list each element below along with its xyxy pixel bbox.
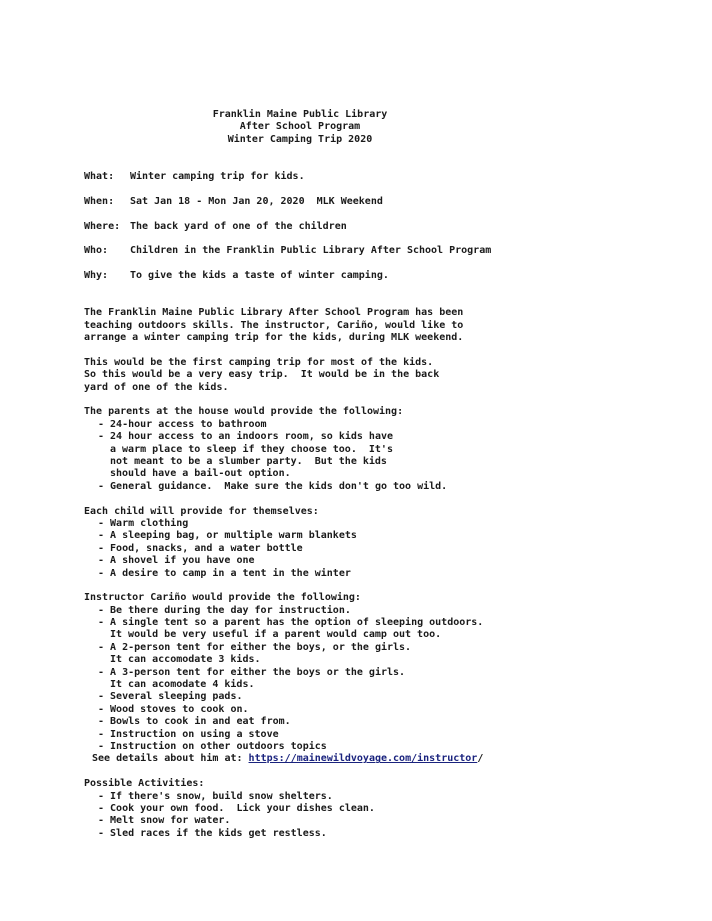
header-library-name: Franklin Maine Public Library <box>212 109 388 120</box>
parents-section <box>84 406 694 493</box>
field-value: The back yard of one of the children <box>130 220 347 232</box>
paragraph-line: This would be the first camping trip for most of the kids. <box>84 356 434 368</box>
list-item: - A 2-person tent for either the boys, or the girls. <box>98 641 412 653</box>
field-key: Who: <box>84 245 109 257</box>
paragraph-line: The Franklin Maine Public Library After School Program has been <box>84 307 464 319</box>
list-item: - A shovel if you have one <box>98 555 255 567</box>
field-what <box>84 171 694 183</box>
section-heading: Each child will provide for themselves: <box>84 505 319 517</box>
list-item: - Sled races if the kids get restless. <box>98 827 327 839</box>
list-item: - If there's snow, build snow shelters. <box>98 790 333 802</box>
list-item: - Be there during the day for instruction. <box>98 604 351 616</box>
list-item-continuation: It would be very useful if a parent would camp out too. <box>110 629 442 641</box>
header-trip-title: Winter Camping Trip 2020 <box>227 133 373 145</box>
list-item-continuation: not meant to be a slumber party. But the kids <box>110 456 387 467</box>
list-item: - Warm clothing <box>98 517 189 529</box>
field-value: Winter camping trip for kids. <box>130 171 305 182</box>
first-trip-paragraph <box>84 357 694 394</box>
field-when <box>84 196 694 208</box>
section-heading: Possible Activities: <box>84 778 205 790</box>
field-where <box>84 221 694 233</box>
field-key: What: <box>84 171 115 182</box>
list-item: - Instruction on using a stove <box>98 728 279 740</box>
list-item: - Food, snacks, and a water bottle <box>98 542 303 554</box>
field-who <box>84 245 694 257</box>
field-value: Children in the Franklin Public Library After School Program <box>130 245 492 257</box>
document-header <box>0 109 600 146</box>
document-body <box>84 171 694 840</box>
link-suffix: / <box>477 753 484 765</box>
paragraph-line: arrange a winter camping trip for the kids, during MLK weekend. <box>84 332 464 344</box>
list-item: - General guidance. Make sure the kids don't go too wild. <box>98 480 448 492</box>
field-value: To give the kids a taste of winter camping. <box>130 270 389 282</box>
see-details-text: See details about him at: <box>92 753 249 765</box>
section-heading: Instructor Cariño would provide the following: <box>84 592 361 604</box>
field-value: Sat Jan 18 - Mon Jan 20, 2020 MLK Weekend <box>130 195 383 207</box>
instructor-link[interactable]: https://mainewildvoyage.com/instructor <box>248 753 478 765</box>
list-item: - Wood stoves to cook on. <box>98 703 249 715</box>
paragraph-line: teaching outdoors skills. The instructor, Cariño, would like to <box>84 319 464 331</box>
header-program-name: After School Program <box>239 121 361 133</box>
list-item: - A single tent so a parent has the option of sleeping outdoors. <box>98 617 484 629</box>
paragraph-line: yard of one of the kids. <box>84 381 229 393</box>
section-heading: The parents at the house would provide the following: <box>84 406 404 418</box>
field-key: Why: <box>84 270 109 282</box>
list-item: - Bowls to cook in and eat from. <box>98 716 291 728</box>
list-item: - 24-hour access to bathroom <box>98 418 267 430</box>
see-details-line <box>84 753 694 765</box>
instructor-section <box>84 592 694 765</box>
field-key: When: <box>84 195 115 207</box>
list-item-continuation: It can acomodate 4 kids. <box>110 679 255 691</box>
list-item: - A sleeping bag, or multiple warm blankets <box>98 530 357 542</box>
list-item: - Cook your own food. Lick your dishes clean. <box>98 802 375 814</box>
list-item-continuation: It can accomodate 3 kids. <box>110 654 261 666</box>
list-item-continuation: should have a bail-out option. <box>110 468 291 480</box>
paragraph-line: So this would be a very easy trip. It would be in the back <box>84 369 440 381</box>
list-item: - Instruction on other outdoors topics <box>98 740 327 752</box>
activities-section <box>84 778 694 840</box>
list-item: - A desire to camp in a tent in the winter <box>98 567 351 579</box>
list-item: - Melt snow for water. <box>98 815 231 827</box>
list-item: - Several sleeping pads. <box>98 691 243 703</box>
field-why <box>84 270 694 282</box>
child-section <box>84 506 694 580</box>
field-key: Where: <box>84 220 121 232</box>
intro-paragraph <box>84 307 694 344</box>
list-item: - A 3-person tent for either the boys or the girls. <box>98 666 406 678</box>
list-item-continuation: a warm place to sleep if they choose too. It's <box>110 443 393 455</box>
list-item: - 24 hour access to an indoors room, so kids have <box>98 431 394 443</box>
